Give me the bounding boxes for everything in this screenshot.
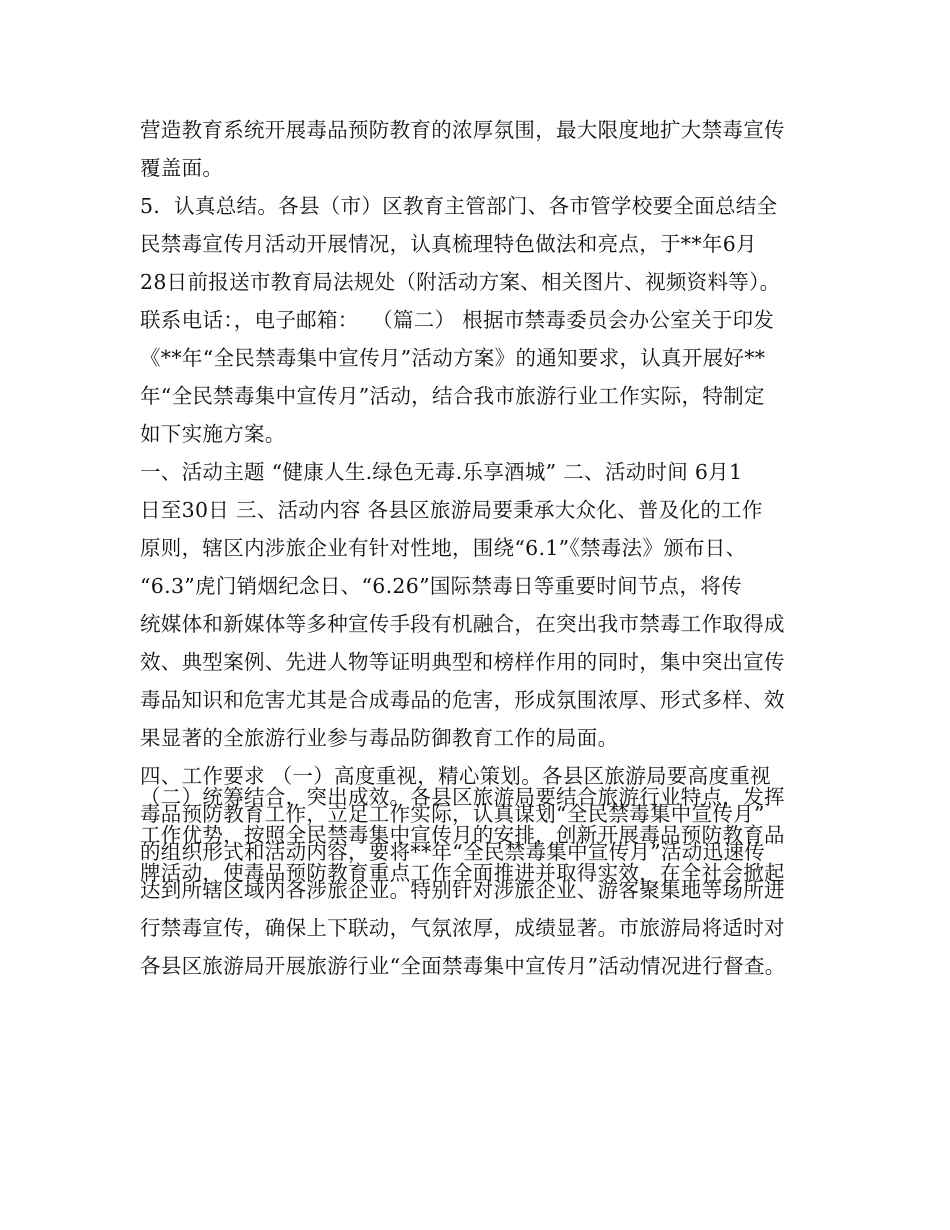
text-line: 年“全民禁毒集中宣传月”活动，结合我市旅游行业工作实际，特制定 [140,384,765,408]
text-line: “6.3”虎门销烟纪念日、“6.26”国际禁毒日等重要时间节点，将传 [140,574,742,598]
text-line: 四、工作要求 （一）高度重视，精心策划。各县区旅游局要高度重视 [140,764,771,788]
text-line: 行禁毒宣传，确保上下联动，气氛浓厚，成绩显著。市旅游局将适时对 [140,916,785,940]
text-line: 《**年“全民禁毒集中宣传月”活动方案》的通知要求，认真开展好** [140,346,766,370]
text-line: 工作优势，按照全民禁毒集中宣传月的安排，创新开展毒品预防教育品 [140,823,785,847]
text-line: 的组织形式和活动内容，要将**年“全民禁毒集中宣传月”活动迅速传 [140,840,766,864]
text-line: 原则，辖区内涉旅企业有针对性地，围绕“6.1”《禁毒法》颁布日、 [140,536,747,560]
text-line: 达到所辖区域内各涉旅企业。特别针对涉旅企业、游客聚集地等场所进 [140,878,785,902]
text-line: 5．认真总结。各县（市）区教育主管部门、各市管学校要全面总结全 [140,194,778,218]
text-line: 如下实施方案。 [140,422,286,446]
text-line: 统媒体和新媒体等多种宣传手段有机融合，在突出我市禁毒工作取得成 [140,612,785,636]
text-line: 果显著的全旅游行业参与毒品防御教育工作的局面。 [140,726,619,750]
text-line: 各县区旅游局开展旅游行业“全面禁毒集中宣传月”活动情况进行督查。 [140,954,786,978]
text-line: 毒品预防教育工作，立足工作实际，认真谋划“全民禁毒集中宣传月” [140,802,765,826]
text-line: （二）统筹结合，突出成效。各县区旅游局要结合旅游行业特点，发挥 [140,785,785,809]
text-line: 效、典型案例、先进人物等证明典型和榜样作用的同时，集中突出宣传 [140,650,785,674]
text-line: 覆盖面。 [140,156,224,180]
text-line: 毒品知识和危害尤其是合成毒品的危害，形成氛围浓厚、形式多样、效 [140,688,785,712]
text-line: 一、活动主题 “健康人生.绿色无毒.乐享酒城” 二、活动时间 6月1 [140,460,743,484]
text-line: 牌活动，使毒品预防教育重点工作全面推进并取得实效，在全社会掀起 [140,861,785,885]
second-paragraph-block [140,778,830,892]
text-line: 28日前报送市教育局法规处（附活动方案、相关图片、视频资料等）。 [140,270,781,294]
text-line: 联系电话：，电子邮箱： （篇二） 根据市禁毒委员会办公室关于印发 [140,308,775,332]
text-line: 日至30日 三、活动内容 各县区旅游局要秉承大众化、普及化的工作 [140,498,763,522]
text-line: 民禁毒宣传月活动开展情况，认真梳理特色做法和亮点，于**年6月 [140,232,757,256]
text-line: 营造教育系统开展毒品预防教育的浓厚氛围，最大限度地扩大禁毒宣传 [140,118,785,142]
